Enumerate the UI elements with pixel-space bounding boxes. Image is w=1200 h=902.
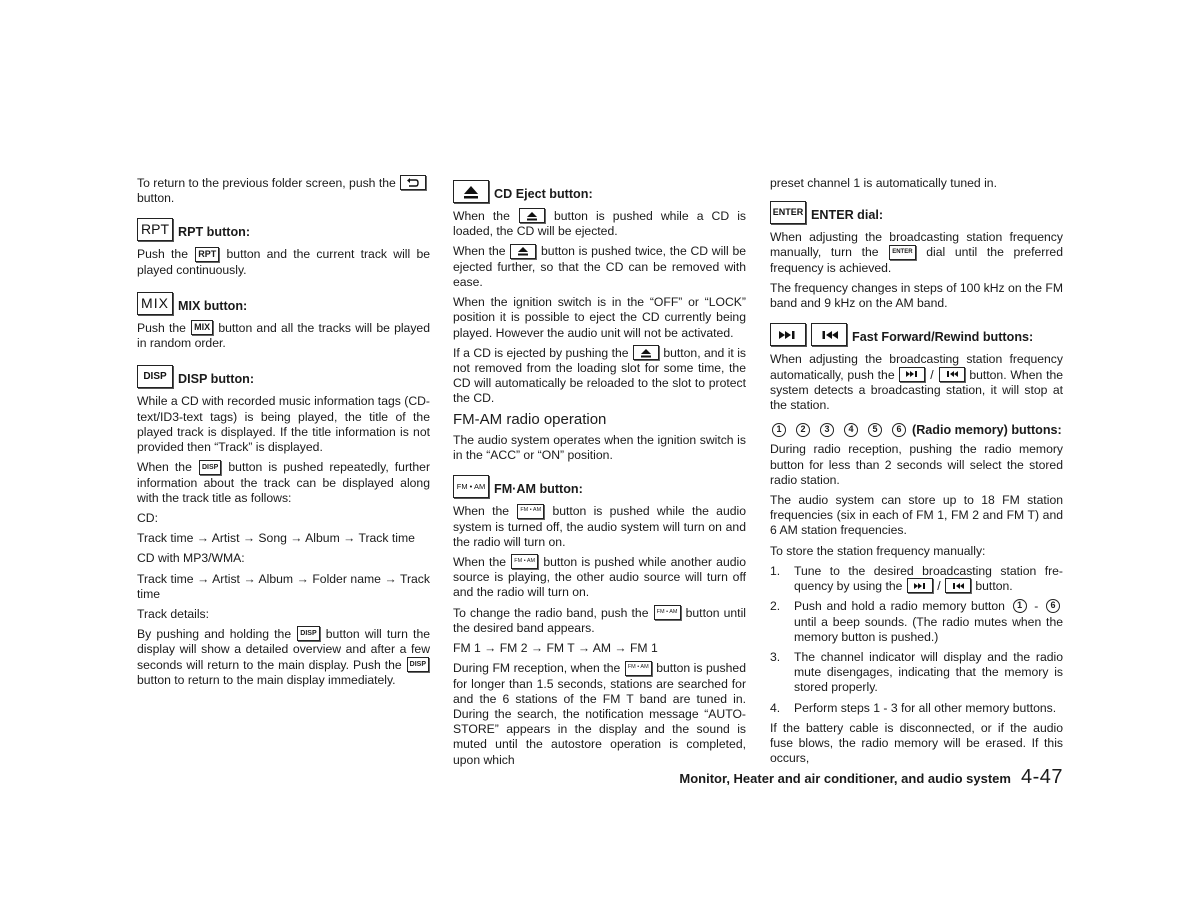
eject-paragraph-2 <box>453 244 746 290</box>
memory-button-3-icon: 3 <box>820 423 834 437</box>
return-paragraph <box>137 176 430 206</box>
fmam-text-d: button is pushed while another audio source is playing, the other audio source will turn off and the radio will turn on. <box>453 554 746 600</box>
step-body <box>794 599 1063 645</box>
fmam-paragraph-3 <box>453 555 746 601</box>
memory-button-6-icon: 6 <box>1046 599 1060 613</box>
eject-inline-icon <box>510 244 536 259</box>
eject-paragraph-3: When the ignition switch is in the “OFF” or “LOCK” position it is possible to eject the CD currently being played. However the audio unit will not be activated. <box>453 295 746 340</box>
mp3-label: CD with MP3/WMA: <box>137 551 245 566</box>
return-button-icon <box>400 175 426 190</box>
mix-inline-icon: MIX <box>191 320 213 335</box>
memory-button-2-icon: 2 <box>796 423 810 437</box>
eject-key-icon <box>453 180 489 203</box>
step1-text-a: Tune to the desired broadcasting station fre-quency by using the <box>794 563 1063 594</box>
memory-button-1-icon: 1 <box>1013 599 1027 613</box>
cd-sequence: Track time → Artist → Song → Album → Track time <box>137 531 415 546</box>
list-item <box>770 599 1063 645</box>
fast-forward-inline-icon <box>899 367 925 382</box>
fast-forward-inline-icon <box>907 578 933 593</box>
disp-inline-icon: DISP <box>407 657 429 672</box>
step-number: 4. <box>770 700 781 715</box>
return-text: To return to the previous folder screen, push the <box>137 176 396 190</box>
eject-heading <box>453 180 746 203</box>
step-number: 3. <box>770 649 781 664</box>
disp-title: DISP button: <box>178 372 255 387</box>
ff-text-b: button. When the system detects a broadcasting station, it will stop at the station. <box>770 367 1064 412</box>
fmam-paragraph-1: The audio system operates when the ignition switch is in the “ACC” or “ON” position. <box>453 432 746 463</box>
memory-button-6-icon: 6 <box>892 423 906 437</box>
enter-paragraph-2: The frequency changes in steps of 100 kHz on the FM band and 9 kHz on the AM band. <box>770 280 1063 311</box>
fmam-title: FM·AM button: <box>494 482 583 497</box>
eject-text-a: When the <box>453 209 510 223</box>
fmam-text-h: button is pushed for longer than 1.5 seconds, stations are searched for and the 6 stations of the FM T band are tuned in. During the search, the notification message “AUTO-STORE” appears in the display and the sound is muted until the autostore operation is completed, upon which <box>453 661 746 767</box>
mix-title: MIX button: <box>178 298 248 313</box>
eject-inline-icon <box>519 208 545 223</box>
rpt-paragraph <box>137 247 430 277</box>
details-paragraph <box>137 627 430 688</box>
ff-heading <box>770 323 1063 346</box>
eject-inline-icon <box>633 345 659 360</box>
step-number: 2. <box>770 599 781 614</box>
disp-text-a: When the <box>137 460 192 475</box>
rpt-key-icon: RPT <box>137 218 173 241</box>
enter-paragraph-1 <box>770 230 1063 276</box>
fmam-text-a: When the <box>453 504 510 519</box>
column-middle <box>453 176 746 773</box>
disp-heading <box>137 365 430 388</box>
ff-slash: / <box>930 367 934 382</box>
rewind-inline-icon <box>945 578 971 593</box>
list-item <box>770 564 1063 594</box>
memory-button-5-icon: 5 <box>868 423 882 437</box>
mix-text-a: Push the <box>137 320 186 335</box>
step-body: Perform steps 1 - 3 for all other memory buttons. <box>794 700 1057 715</box>
memory-button-1-icon: 1 <box>772 423 786 437</box>
rewind-inline-icon <box>939 367 965 382</box>
disp-key-icon: DISP <box>137 365 173 388</box>
list-item <box>770 650 1063 696</box>
eject-paragraph-1 <box>453 209 746 239</box>
mix-text-b: button and all the tracks will be played in random order. <box>137 320 430 351</box>
disp-paragraph-1: While a CD with recorded music information tags (CD-text/ID3-text tags) is being played, the title of the played track is displayed. If the title information is not provided then “Track” is displayed. <box>137 394 430 455</box>
step-body: The channel indicator will display and the radio mute disengages, indicating that the memory is stored properly. <box>794 649 1063 695</box>
list-item <box>770 701 1063 716</box>
fmam-key-icon: FM • AM <box>453 475 489 498</box>
memory-paragraph-4: If the battery cable is disconnected, or if the audio fuse blows, the radio memory will be erased. If this occurs, <box>770 720 1063 766</box>
band-sequence: FM 1 → FM 2 → FM T → AM → FM 1 <box>453 641 658 656</box>
eject-text-d: button is pushed twice, the CD will be ejected further, so that the CD can be removed with ease. <box>453 244 747 289</box>
memory-title: (Radio memory) buttons: <box>912 423 1062 438</box>
ff-title: Fast Forward/Rewind buttons: <box>852 330 1034 345</box>
fmam-heading <box>453 475 746 498</box>
fmam-text-e: To change the radio band, push the <box>453 605 649 620</box>
footer-title: Monitor, Heater and air conditioner, and audio system <box>679 771 1011 786</box>
enter-key-icon: ENTER <box>770 201 806 224</box>
rpt-title: RPT button: <box>178 225 251 240</box>
eject-text-c: When the <box>453 244 506 259</box>
fmam-paragraph-2 <box>453 504 746 550</box>
step2-dash: - <box>1034 599 1039 614</box>
eject-text-f: button, and it is not removed from the loading slot for some time, the CD will automatically be reloaded to the slot to protect the CD. <box>453 345 747 406</box>
rpt-heading <box>137 218 430 241</box>
eject-title: CD Eject button: <box>494 186 593 201</box>
step-number: 1. <box>770 563 781 578</box>
eject-text-b: button is pushed while a CD is loaded, the CD will be ejected. <box>453 209 747 239</box>
enter-title: ENTER dial: <box>811 208 884 222</box>
enter-heading <box>770 201 1063 224</box>
return-text-end: button. <box>137 191 175 206</box>
enter-text-b: dial until the preferred frequency is achieved. <box>770 245 1063 275</box>
step-body <box>794 564 1063 594</box>
page-number: 4-47 <box>1020 766 1063 788</box>
memory-heading <box>770 423 1063 438</box>
fmam-text-f: button until the desired band appears. <box>453 605 746 635</box>
details-text-a: By pushing and holding the <box>137 627 292 642</box>
fast-forward-key-icon <box>770 323 806 346</box>
fmam-section-heading: FM-AM radio operation <box>453 410 607 428</box>
details-text-c: button to return to the main display immediately. <box>137 672 396 687</box>
fmam-text-c: When the <box>453 554 506 569</box>
memory-button-4-icon: 4 <box>844 423 858 437</box>
details-text-b: button will turn the display will show a detailed overview and after a few seconds will return to the main display. Push the <box>137 627 430 672</box>
disp-text-b: button is pushed repeatedly, further information about the track can be displayed along with the track title as follows: <box>137 460 431 505</box>
fmam-paragraph-4 <box>453 606 746 636</box>
enter-inline-icon: ENTER <box>889 245 915 260</box>
cd-label: CD: <box>137 510 158 525</box>
mix-key-icon: MIX <box>137 292 173 315</box>
fmam-text-g: During FM reception, when the <box>453 661 621 676</box>
fmam-inline-icon: FM • AM <box>517 504 544 519</box>
column-left <box>137 176 430 693</box>
memory-paragraph-1: During radio reception, pushing the radio memory button for less than 2 seconds will select the stored radio station. <box>770 442 1063 487</box>
disp-inline-icon: DISP <box>297 626 319 641</box>
fmam-paragraph-5 <box>453 661 746 768</box>
fmam-inline-icon: FM • AM <box>511 554 538 569</box>
eject-text-e: If a CD is ejected by pushing the <box>453 345 629 360</box>
column-right <box>770 176 1063 771</box>
mix-paragraph <box>137 321 430 351</box>
rewind-key-icon <box>811 323 847 346</box>
fmam-inline-icon: FM • AM <box>625 661 652 676</box>
fmam-text-b: button is pushed while the audio system is turned off, the audio system will turn on and the radio will turn on. <box>453 504 746 549</box>
step1-slash: / <box>937 579 941 594</box>
mp3-sequence: Track time → Artist → Album → Folder name → Track time <box>137 571 430 601</box>
eject-paragraph-4 <box>453 346 746 407</box>
page-footer <box>600 766 1063 789</box>
rpt-text-a: Push the <box>137 247 188 262</box>
details-label: Track details: <box>137 606 210 621</box>
step2-text-a: Push and hold a radio memory button <box>794 599 1005 614</box>
ff-text-a: When adjusting the broadcasting station frequency automatically, push the <box>770 352 1063 382</box>
ff-paragraph <box>770 352 1063 413</box>
preset-paragraph: preset channel 1 is automatically tuned in. <box>770 176 997 190</box>
step2-text-b: until a beep sounds. (The radio mutes when the memory button is pushed.) <box>794 614 1063 644</box>
mix-heading <box>137 292 430 315</box>
disp-paragraph-2 <box>137 460 430 506</box>
fmam-inline-icon: FM • AM <box>654 605 681 620</box>
disp-inline-icon: DISP <box>199 460 221 475</box>
enter-text-a: When adjusting the broadcasting station frequency manually, turn the <box>770 230 1063 260</box>
memory-paragraph-2: The audio system can store up to 18 FM station frequencies (six in each of FM 1, FM 2 and FM T) and 6 AM station frequencies. <box>770 493 1063 538</box>
rpt-inline-icon: RPT <box>195 247 219 262</box>
memory-paragraph-3: To store the station frequency manually: <box>770 543 986 558</box>
rpt-text-b: button and the current track will be played continuously. <box>137 247 431 277</box>
step1-text-b: button. <box>975 579 1013 594</box>
memory-steps-list <box>770 564 1063 716</box>
